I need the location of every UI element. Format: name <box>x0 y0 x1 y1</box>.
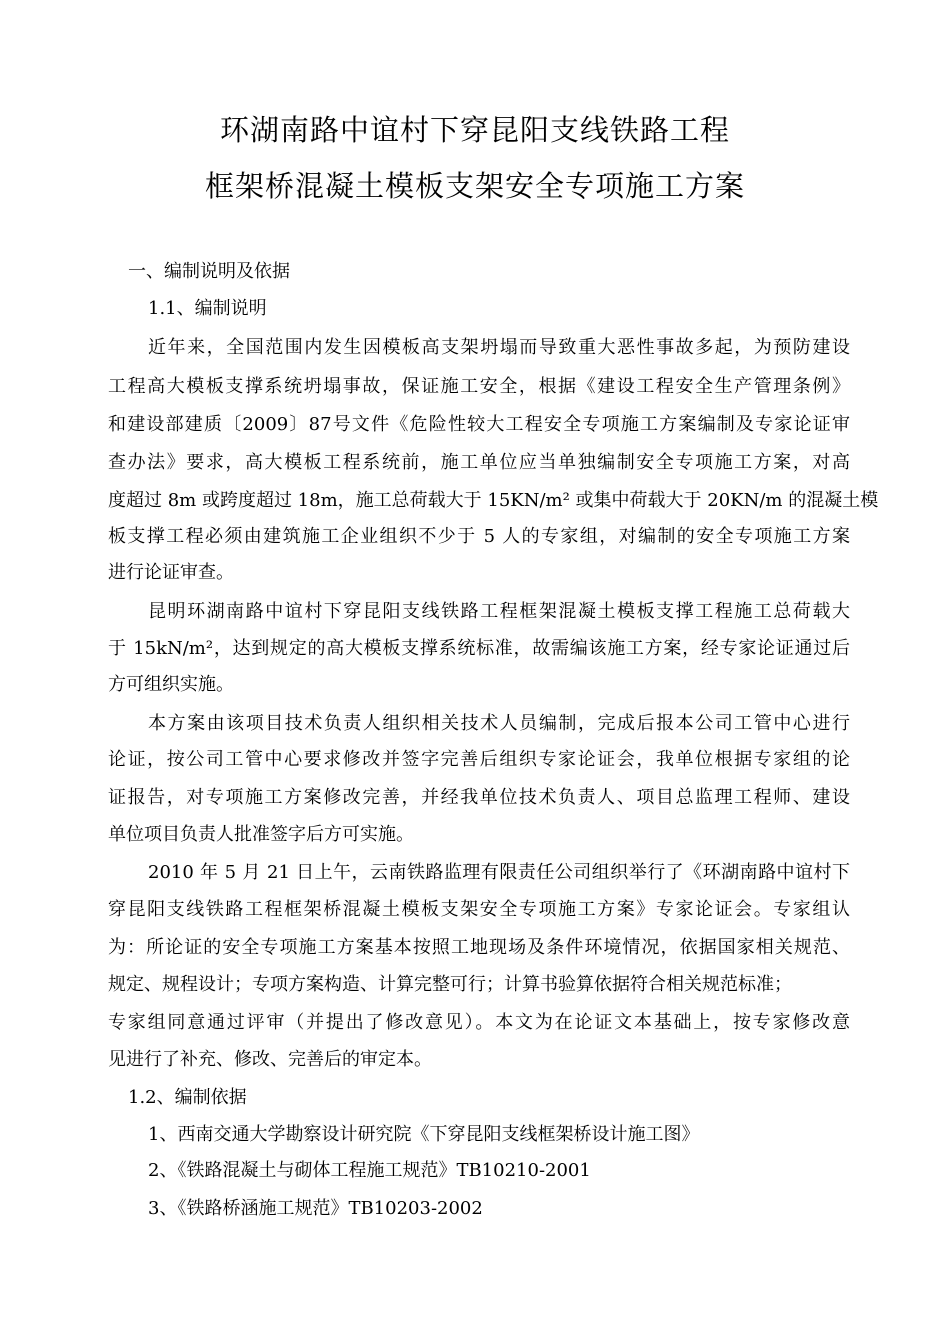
paragraph-line: 单位项目负责人批准签字后方可实施。 <box>108 824 414 845</box>
reference-item: 1、西南交通大学勘察设计研究院《下穿昆阳支线框架桥设计施工图》 <box>148 1124 700 1145</box>
paragraph-line: 进行论证审查。 <box>108 562 234 583</box>
paragraph-line: 于 15kN/m²，达到规定的高大模板支撑系统标准，故需编该施工方案，经专家论证通过后 <box>108 638 850 659</box>
paragraph-line: 近年来，全国范围内发生因模板高支架坍塌而导致重大恶性事故多起，为预防建设 <box>148 337 850 358</box>
paragraph-line: 穿昆阳支线铁路工程框架桥混凝土模板支架安全专项施工方案》专家论证会。专家组认 <box>108 899 850 920</box>
paragraph-line: 2010 年 5 月 21 日上午，云南铁路监理有限责任公司组织举行了《环湖南路中谊村下 <box>148 862 850 883</box>
paragraph-line: 昆明环湖南路中谊村下穿昆阳支线铁路工程框架混凝土模板支撑工程施工总荷载大 <box>148 601 850 622</box>
section-heading: 一、编制说明及依据 <box>128 261 290 282</box>
document-title-line-1: 环湖南路中谊村下穿昆阳支线铁路工程 <box>219 113 730 147</box>
document-title-line-2: 框架桥混凝土模板支架安全专项施工方案 <box>204 169 745 203</box>
subsection-heading-1-2: 1.2、编制依据 <box>128 1087 247 1108</box>
paragraph-line: 规定、规程设计；专项方案构造、计算完整可行；计算书验算依据符合相关规范标准； <box>108 974 792 995</box>
paragraph-line: 见进行了补充、修改、完善后的审定本。 <box>108 1049 432 1070</box>
paragraph-line: 查办法》要求，高大模板工程系统前，施工单位应当单独编制安全专项施工方案，对高 <box>108 452 850 473</box>
paragraph-line: 证报告，对专项施工方案修改完善，并经我单位技术负责人、项目总监理工程师、建设 <box>108 787 850 808</box>
paragraph-line: 论证，按公司工管中心要求修改并签字完善后组织专家论证会，我单位根据专家组的论 <box>108 749 850 770</box>
paragraph-line: 板支撑工程必须由建筑施工企业组织不少于 5 人的专家组，对编制的安全专项施工方案 <box>108 526 850 547</box>
reference-item: 2、《铁路混凝土与砌体工程施工规范》TB10210-2001 <box>148 1160 591 1181</box>
paragraph-line: 方可组织实施。 <box>108 674 234 695</box>
paragraph-line: 工程高大模板支撑系统坍塌事故，保证施工安全，根据《建设工程安全生产管理条例》 <box>108 376 850 397</box>
subsection-heading-1-1: 1.1、编制说明 <box>148 298 267 319</box>
reference-item: 3、《铁路桥涵施工规范》TB10203-2002 <box>148 1198 483 1219</box>
paragraph-line: 度超过 8m 或跨度超过 18m，施工总荷载大于 15KN/m² 或集中荷载大于 20KN/m 的混凝土模 <box>108 490 879 511</box>
paragraph-line: 专家组同意通过评审（并提出了修改意见）。本文为在论证文本基础上，按专家修改意 <box>108 1012 850 1033</box>
paragraph-line: 本方案由该项目技术负责人组织相关技术人员编制，完成后报本公司工管中心进行 <box>148 713 850 734</box>
paragraph-line: 为：所论证的安全专项施工方案基本按照工地现场及条件环境情况，依据国家相关规范、 <box>108 937 850 958</box>
paragraph-line: 和建设部建质〔2009〕87号文件《危险性较大工程安全专项施工方案编制及专家论证审 <box>108 414 850 435</box>
